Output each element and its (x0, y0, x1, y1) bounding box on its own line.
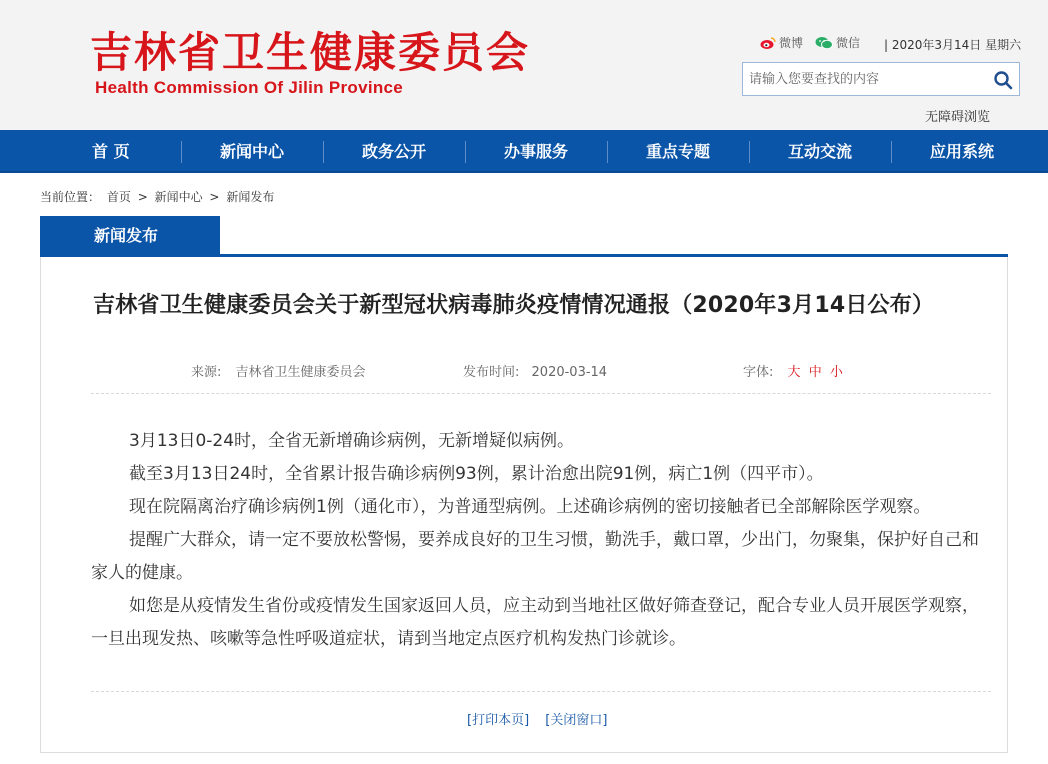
article-body (91, 425, 979, 656)
font-label: 字体: (743, 365, 774, 380)
close-window-link[interactable]: [关闭窗口] (545, 713, 608, 728)
search-box (742, 62, 1020, 96)
wechat-link[interactable] (815, 34, 860, 51)
nav-separator (891, 141, 892, 163)
paragraph: 现在院隔离治疗确诊病例1例（通化市），为普通型病例。上述确诊病例的密切接触者已全部解除医学观察。 (129, 497, 931, 517)
breadcrumb-news-release[interactable]: 新闻发布 (226, 190, 275, 204)
weibo-label: 微博 (779, 36, 804, 50)
search-button[interactable] (991, 68, 1015, 92)
nav-separator (607, 141, 608, 163)
article-title: 吉林省卫生健康委员会关于新型冠状病毒肺炎疫情情况通报（2020年3月14日公布） (93, 293, 935, 318)
font-size-medium[interactable]: 中 (808, 365, 822, 380)
paragraph: 3月13日0-24时，全省无新增确诊病例，无新增疑似病例。 (129, 431, 575, 451)
nav-separator (323, 141, 324, 163)
section-tab: 新闻发布 (40, 216, 220, 254)
font-size-small[interactable]: 小 (829, 365, 843, 380)
nav-item-apps[interactable]: 应用系统 (930, 142, 995, 161)
weibo-icon (760, 36, 776, 50)
breadcrumb-sep: > (209, 190, 220, 204)
nav-item-services[interactable]: 办事服务 (504, 142, 569, 161)
site-title-cn[interactable]: 吉林省卫生健康委员会 (90, 28, 531, 77)
article-container (40, 257, 1008, 753)
search-icon (993, 70, 1013, 90)
divider (91, 393, 991, 394)
breadcrumb-prefix: 当前位置： (40, 190, 101, 204)
search-input[interactable] (743, 64, 983, 94)
nav-item-topics[interactable]: 重点专题 (646, 142, 711, 161)
article-footer-links (461, 709, 613, 728)
wechat-label: 微信 (836, 36, 861, 50)
breadcrumb-home[interactable]: 首页 (106, 190, 131, 204)
nav-item-government[interactable]: 政务公开 (362, 142, 427, 161)
article-date (463, 361, 607, 380)
nav-separator (181, 141, 182, 163)
breadcrumb-sep: > (137, 190, 148, 204)
paragraph: 提醒广大群众，请一定不要放松警惕，要养成良好的卫生习惯，勤洗手，戴口罩，少出门，勿聚集，保护好自己和家人的健康。 (91, 530, 979, 583)
paragraph: 截至3月13日24时，全省累计报告确诊病例93例，累计治愈出院91例，病亡1例（四平市）。 (129, 464, 824, 484)
nav-item-interaction[interactable]: 互动交流 (788, 142, 853, 161)
print-page-link[interactable]: [打印本页] (467, 713, 530, 728)
breadcrumb-news-center[interactable]: 新闻中心 (154, 190, 203, 204)
social-links (760, 34, 872, 51)
wechat-icon (815, 36, 833, 50)
article-source (191, 361, 366, 380)
accessibility-link[interactable]: 无障碍浏览 (925, 110, 991, 125)
site-header (0, 0, 1048, 130)
weibo-link[interactable] (760, 34, 803, 51)
font-size-control (743, 361, 843, 380)
breadcrumb (40, 188, 277, 205)
source-label: 来源: (191, 365, 222, 380)
nav-item-news[interactable]: 新闻中心 (220, 142, 285, 161)
current-date: | 2020年3月14日 星期六 (884, 38, 1022, 52)
site-title-en[interactable]: Health Commission Of Jilin Province (95, 78, 404, 97)
source-value: 吉林省卫生健康委员会 (235, 365, 366, 380)
paragraph: 如您是从疫情发生省份或疫情发生国家返回人员，应主动到当地社区做好筛查登记，配合专业人员开展医学观察，一旦出现发热、咳嗽等急性呼吸道症状，请到当地定点医疗机构发热门诊就诊。 (91, 596, 979, 649)
date-label: 发布时间: (463, 365, 520, 380)
main-nav (0, 130, 1048, 173)
nav-item-home[interactable]: 首 页 (92, 142, 130, 161)
nav-separator (465, 141, 466, 163)
font-size-large[interactable]: 大 (787, 365, 801, 380)
date-value: 2020-03-14 (531, 365, 608, 380)
nav-separator (749, 141, 750, 163)
divider (91, 691, 991, 692)
